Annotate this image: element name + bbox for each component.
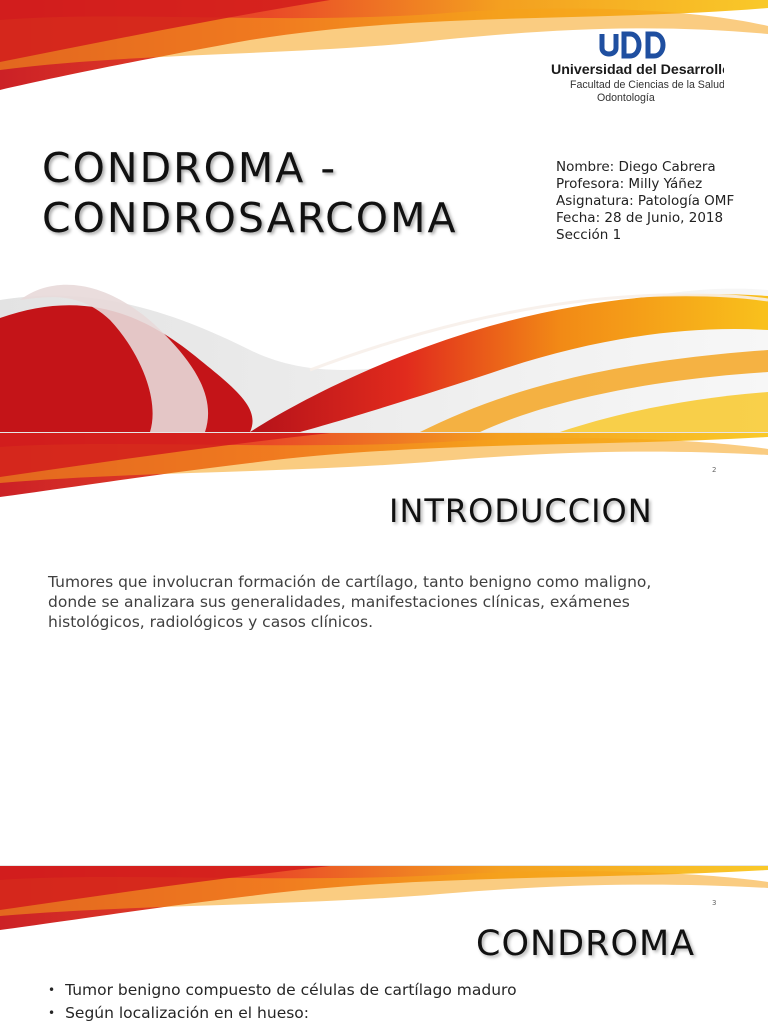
title-slide: [0, 0, 768, 432]
udd-faculty-name: Facultad de Ciencias de la Salud: [570, 79, 724, 91]
slide-heading: CONDROMA: [476, 924, 696, 964]
udd-university-name: Universidad del Desarrollo: [551, 62, 724, 78]
info-section: Sección 1: [556, 227, 622, 243]
info-subject: Asignatura: Patología OMF: [556, 193, 735, 209]
presenter-info: [556, 159, 734, 244]
slide-heading: INTRODUCCION: [389, 492, 653, 530]
presentation-title: [42, 143, 458, 243]
bullet-item: • Tumor benigno compuesto de células de cartílago maduro: [48, 979, 517, 1002]
page-number: 3: [712, 899, 717, 907]
intro-paragraph: Tumores que involucran formación de cartílago, tanto benigno como maligno, donde se analizara sus generalidades, manifestaciones clínicas, exámenes histológicos, radiológicos y casos clínicos.: [48, 573, 652, 631]
bullet-item: • Según localización en el hueso:: [48, 1002, 517, 1025]
info-name: Nombre: Diego Cabrera: [556, 159, 716, 175]
condroma-slide: [0, 865, 768, 1026]
bullet-list: [48, 979, 517, 1025]
title-line-2: CONDROSARCOMA: [42, 194, 458, 242]
page-number: 2: [712, 466, 717, 474]
introduction-slide: [0, 432, 768, 865]
info-professor: Profesora: Milly Yáñez: [556, 176, 703, 192]
udd-logo: [548, 28, 724, 108]
udd-school-name: Odontología: [597, 92, 655, 104]
udd-logo-mark: [548, 28, 724, 108]
title-line-1: CONDROMA -: [42, 144, 338, 192]
info-date: Fecha: 28 de Junio, 2018: [556, 210, 724, 226]
